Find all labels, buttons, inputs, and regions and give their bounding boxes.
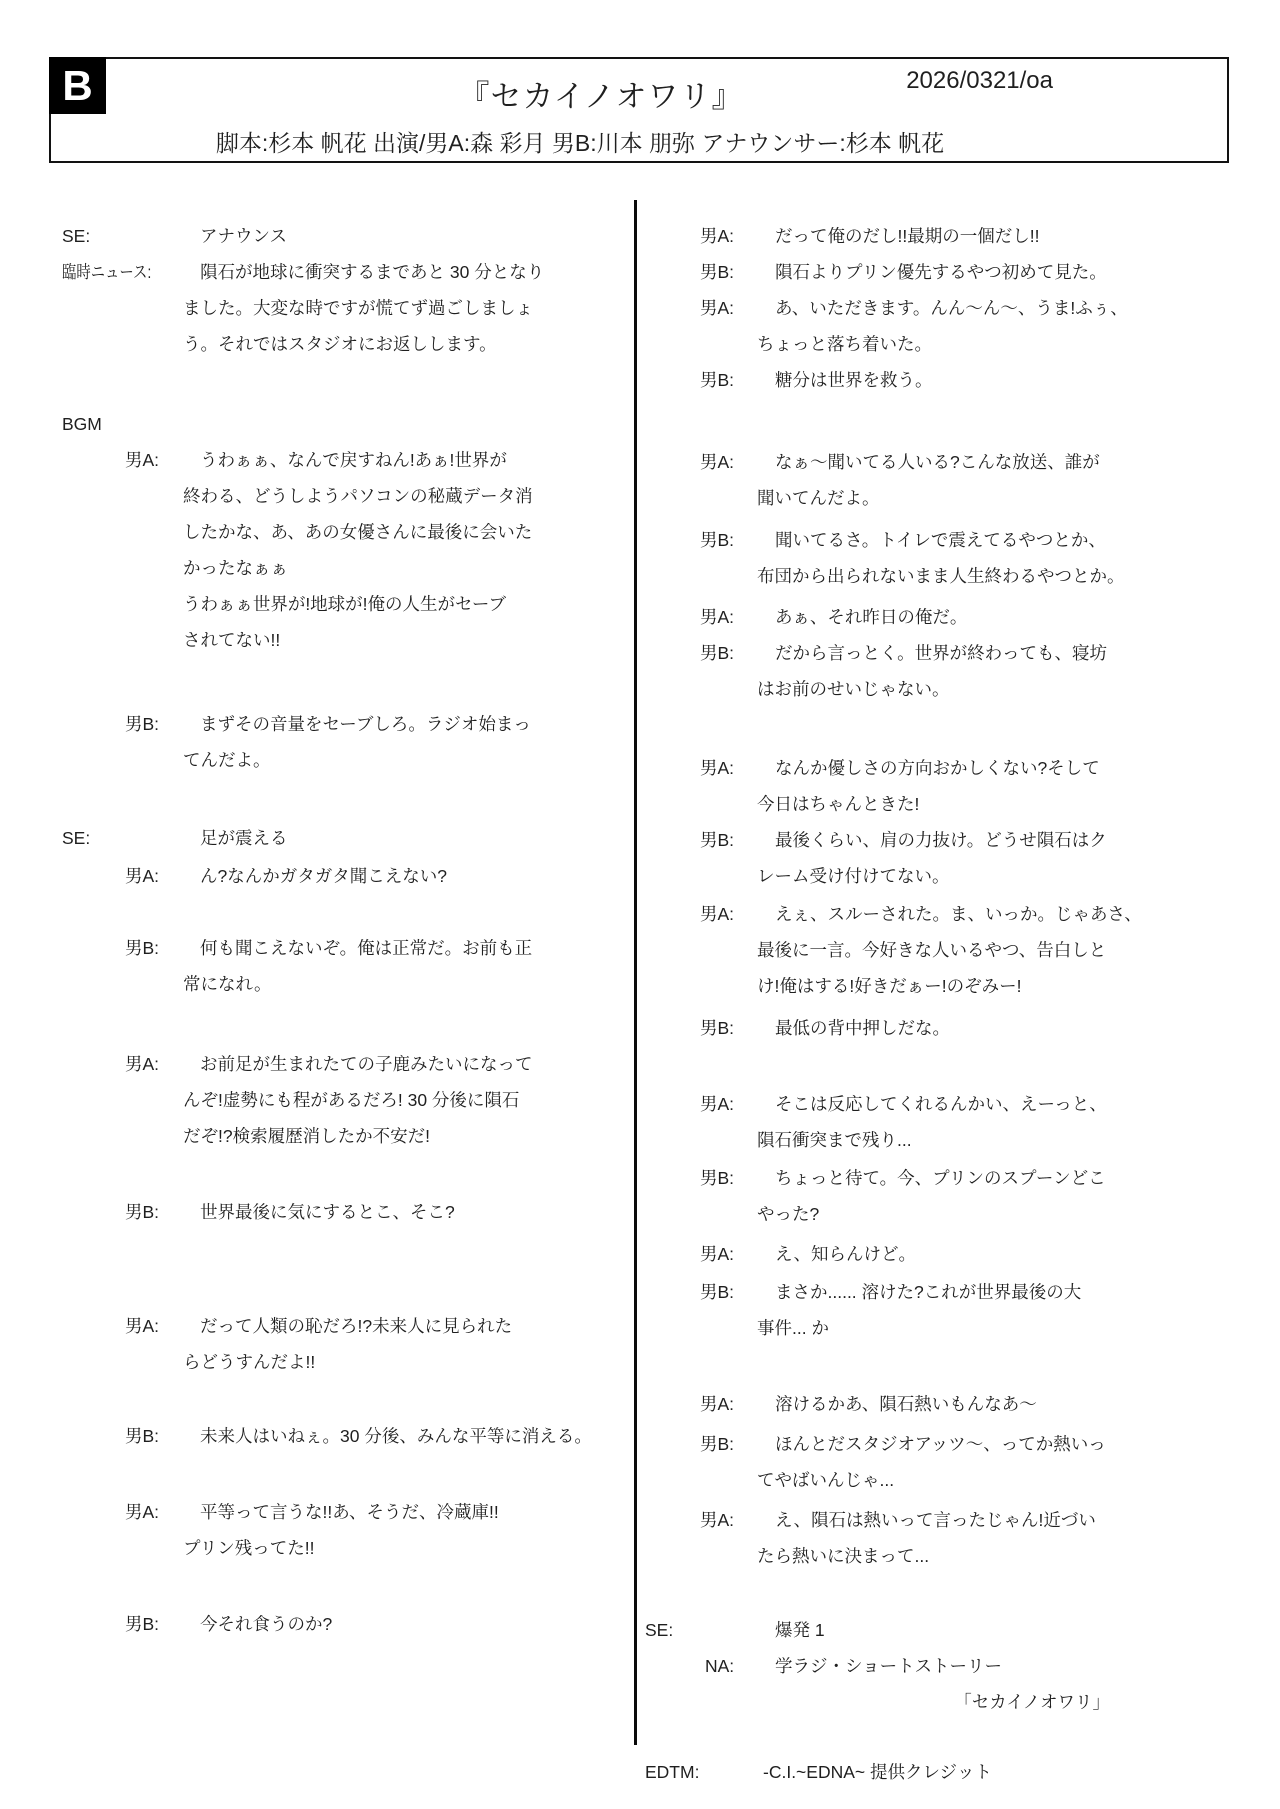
cue-text-line: プリン残ってた!! xyxy=(183,1538,315,1558)
cue-text-line: ちょっと落ち着いた。 xyxy=(757,334,932,354)
cue-text-line: やった? xyxy=(757,1204,820,1224)
cue-label: 男A: xyxy=(125,450,160,470)
cue-label: 男B: xyxy=(700,262,735,282)
cue-label: 男A: xyxy=(700,607,735,627)
cue-text-line: はお前のせいじゃない。 xyxy=(757,679,950,699)
cue-row xyxy=(62,1494,627,1566)
cue-label: 男B: xyxy=(700,643,735,663)
cue-text-line: う。それではスタジオにお返しします。 xyxy=(183,334,497,354)
cue-text-line: なぁ〜聞いてる人いる?こんな放送、誰が xyxy=(775,452,1100,472)
cue-text-line: 最後くらい、肩の力抜け。どうせ隕石はク xyxy=(775,830,1107,850)
cue-row xyxy=(62,1308,627,1380)
cue-text-line: てやばいんじゃ... xyxy=(757,1470,895,1490)
cue-text-line: 事件... か xyxy=(757,1318,829,1338)
cue-row xyxy=(645,599,1210,635)
cue-text-line: 糖分は世界を救う。 xyxy=(775,370,933,390)
page-corner-label: B xyxy=(49,57,106,114)
cue-label: 男B: xyxy=(125,1614,160,1634)
cue-label: 臨時ニュース: xyxy=(62,262,152,282)
cue-text-line: なんか優しさの方向おかしくない?そして xyxy=(775,758,1100,778)
cue-text-line: えぇ、スルーされた。ま、いっか。じゃあさ、 xyxy=(775,904,1142,924)
cue-label: 男A: xyxy=(700,1244,735,1264)
cue-row xyxy=(645,1274,1210,1346)
cue-text-line: らどうすんだよ!! xyxy=(183,1352,316,1372)
cue-label: 男A: xyxy=(700,226,735,246)
cue-label: 男A: xyxy=(700,298,735,318)
cue-row xyxy=(645,896,1210,1004)
cue-row xyxy=(62,406,627,442)
cue-row xyxy=(645,1612,1210,1648)
cue-text-line: 世界最後に気にするとこ、そこ? xyxy=(200,1202,455,1222)
cue-label: 男A: xyxy=(700,1394,735,1414)
cue-label: 男A: xyxy=(700,1094,735,1114)
cue-text-line: 何も聞こえないぞ。俺は正常だ。お前も正 xyxy=(200,938,533,958)
cue-label: 男B: xyxy=(700,830,735,850)
credits-line: 脚本:杉本 帆花 出演/男A:森 彩月 男B:川本 朋弥 アナウンサー:杉本 帆花 xyxy=(215,130,945,156)
column-divider xyxy=(634,200,637,1745)
cue-row xyxy=(62,254,627,362)
cue-text-line: 最低の背中押しだな。 xyxy=(775,1018,950,1038)
cue-text-line: 足が震える xyxy=(200,828,288,848)
cue-row xyxy=(645,1386,1210,1422)
cue-row xyxy=(62,930,627,1002)
cue-text-line: 平等って言うな!!あ、そうだ、冷蔵庫!! xyxy=(200,1502,499,1522)
cue-label: 男A: xyxy=(700,904,735,924)
cue-text-line: たら熱いに決まって... xyxy=(757,1546,930,1566)
cue-row xyxy=(645,1502,1210,1574)
cue-text-line: あぁ、それ昨日の俺だ。 xyxy=(775,607,968,627)
cue-label: BGM xyxy=(62,414,102,434)
cue-text-line: 聞いてるさ。トイレで震えてるやつとか、 xyxy=(775,530,1106,550)
cue-row xyxy=(645,822,1210,894)
cue-text-line: ちょっと待て。今、プリンのスプーンどこ xyxy=(775,1168,1106,1188)
cue-row xyxy=(645,1648,1210,1720)
cue-text-line: まさか...... 溶けた?これが世界最後の大 xyxy=(775,1282,1082,1302)
cue-text-line: てんだよ。 xyxy=(183,750,271,770)
cue-row xyxy=(645,444,1210,516)
cue-row xyxy=(62,1606,627,1642)
cue-row xyxy=(62,1046,627,1154)
cue-text-line: ほんとだスタジオアッツ〜、ってか熱いっ xyxy=(775,1434,1106,1454)
edtm-label: EDTM: xyxy=(645,1762,700,1782)
cue-row xyxy=(645,1426,1210,1498)
cue-text-line: 溶けるかあ、隕石熱いもんなあ〜 xyxy=(775,1394,1037,1414)
cue-label: 男B: xyxy=(125,714,160,734)
cue-label: 男B: xyxy=(125,1202,160,1222)
cue-label: 男B: xyxy=(700,1282,735,1302)
cue-label: 男B: xyxy=(700,530,735,550)
cue-row xyxy=(62,1418,627,1454)
cue-row xyxy=(645,218,1210,254)
cue-text-line: したかな、あ、あの女優さんに最後に会いた xyxy=(183,522,533,542)
cue-label: SE: xyxy=(62,828,91,848)
cue-label: 男A: xyxy=(125,1316,160,1336)
cue-text-line: だぞ!?検索履歴消したか不安だ! xyxy=(183,1126,430,1146)
cue-text-line: 今日はちゃんときた! xyxy=(757,794,920,814)
cue-text-line: 最後に一言。今好きな人いるやつ、告白しと xyxy=(757,940,1107,960)
cue-row xyxy=(62,442,627,658)
cue-text-line: ん?なんかガタガタ聞こえない? xyxy=(200,866,447,886)
cue-text-line: だから言っとく。世界が終わっても、寝坊 xyxy=(775,643,1107,663)
cue-text-line: んぞ!虚勢にも程があるだろ! 30 分後に隕石 xyxy=(183,1090,520,1110)
cue-text-line: 今それ食うのか? xyxy=(200,1614,333,1634)
cue-label: 男B: xyxy=(700,370,735,390)
cue-label: 男B: xyxy=(700,1168,735,1188)
cue-row xyxy=(645,1010,1210,1046)
cue-row xyxy=(645,635,1210,707)
cue-text-line: 隕石よりプリン優先するやつ初めて見た。 xyxy=(775,262,1107,282)
script-column-right xyxy=(645,218,1210,1720)
cue-label: 男A: xyxy=(700,758,735,778)
cue-row xyxy=(645,522,1210,594)
cue-text-line: だって人類の恥だろ!?未来人に見られた xyxy=(200,1316,513,1336)
cue-text-line: 未来人はいねぇ。30 分後、みんな平等に消える。 xyxy=(200,1426,592,1446)
script-header-box xyxy=(49,57,1229,163)
cue-text-line: まずその音量をセーブしろ。ラジオ始まっ xyxy=(200,714,531,734)
cue-text-line: 常になれ。 xyxy=(183,974,272,994)
script-title: 『セカイノオワリ』 xyxy=(458,79,744,114)
cue-row xyxy=(645,1160,1210,1232)
cue-label: 男B: xyxy=(700,1018,735,1038)
cue-text-line: 「セカイノオワリ」 xyxy=(954,1692,1110,1712)
cue-text-line: あ、いただきます。んん〜ん〜、うま!ふぅ、 xyxy=(775,298,1128,318)
cue-label: 男A: xyxy=(125,1502,160,1522)
cue-text-line: 聞いてんだよ。 xyxy=(757,488,880,508)
edtm-row xyxy=(645,1754,992,1790)
cue-text-line: うわぁぁ、なんで戻すねん!あぁ!世界が xyxy=(200,450,507,470)
cue-text-line: レーム受け付けてない。 xyxy=(757,866,950,886)
cue-label: 男B: xyxy=(700,1434,735,1454)
cue-label: 男B: xyxy=(125,1426,160,1446)
cue-text-line xyxy=(183,406,627,442)
cue-text-line: 爆発 1 xyxy=(775,1620,825,1640)
cue-row xyxy=(645,290,1210,362)
cue-row xyxy=(62,1194,627,1230)
cue-label: 男A: xyxy=(125,1054,160,1074)
cue-label: 男A: xyxy=(700,452,735,472)
cue-text-line: されてない!! xyxy=(183,630,281,650)
cue-text-line: アナウンス xyxy=(200,226,287,246)
cue-text-line: そこは反応してくれるんかい、えーっと、 xyxy=(775,1094,1107,1114)
cue-row xyxy=(62,706,627,778)
cue-label: 男A: xyxy=(125,866,160,886)
cue-row xyxy=(645,750,1210,822)
cue-text-line: 学ラジ・ショートストーリー xyxy=(775,1656,1002,1676)
cue-label: NA: xyxy=(705,1656,735,1676)
cue-text-line: え、隕石は熱いって言ったじゃん!近づい xyxy=(775,1510,1096,1530)
cue-text-line: お前足が生まれたての子鹿みたいになって xyxy=(200,1054,533,1074)
cue-text-line: だって俺のだし!!最期の一個だし!! xyxy=(775,226,1040,246)
cue-text-line: 隕石が地球に衝突するまであと 30 分となり xyxy=(200,262,545,282)
cue-label: 男A: xyxy=(700,1510,735,1530)
broadcast-date: 2026/0321/oa xyxy=(906,67,1053,94)
cue-text-line: え、知らんけど。 xyxy=(775,1244,917,1264)
cue-row xyxy=(62,218,627,254)
cue-text-line: 布団から出られないまま人生終わるやつとか。 xyxy=(757,566,1125,586)
cue-row xyxy=(645,254,1210,290)
cue-row xyxy=(645,1086,1210,1158)
cue-text-line: ました。大変な時ですが慌てず過ごしましょ xyxy=(183,298,533,318)
cue-row xyxy=(62,820,627,856)
cue-row xyxy=(645,1236,1210,1272)
cue-text-line: 隕石衝突まで残り... xyxy=(757,1130,912,1150)
cue-text-line: かったなぁぁ xyxy=(183,558,288,578)
cue-text-line: 終わる、どうしようパソコンの秘蔵データ消 xyxy=(183,486,533,506)
cue-label: SE: xyxy=(62,226,91,246)
cue-row xyxy=(645,362,1210,398)
cue-label: SE: xyxy=(645,1620,674,1640)
script-column-left xyxy=(62,218,627,1642)
cue-label: 男B: xyxy=(125,938,160,958)
cue-row xyxy=(62,858,627,894)
cue-text-line: うわぁぁ世界が!地球が!俺の人生がセーブ xyxy=(183,594,506,614)
edtm-text: -C.I.~EDNA~ 提供クレジット xyxy=(763,1762,993,1782)
cue-text-line: け!俺はする!好きだぁー!のぞみー! xyxy=(757,976,1022,996)
